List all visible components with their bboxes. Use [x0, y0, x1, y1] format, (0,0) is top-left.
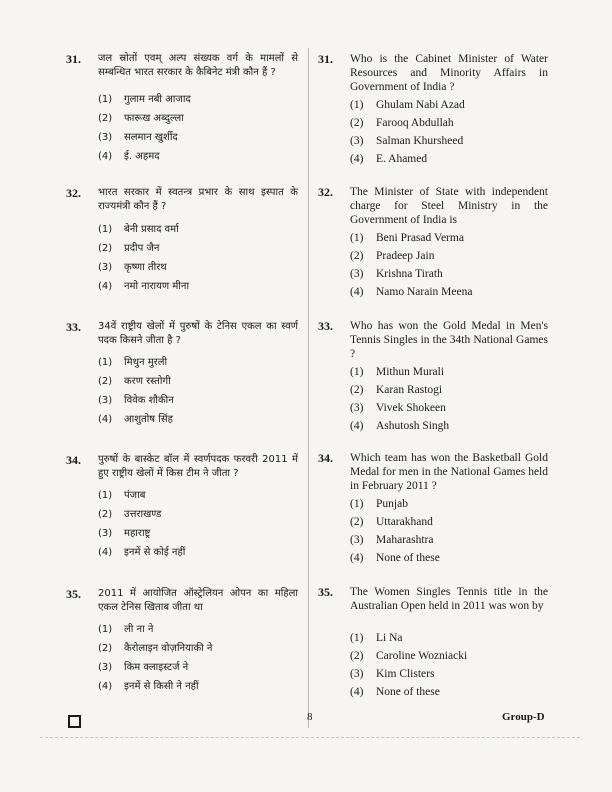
option: (2) Karan Rastogi	[350, 384, 443, 396]
option: (4) नमो नारायण मीना	[98, 281, 190, 292]
option: (1) Punjab	[350, 498, 408, 510]
question-text: The Women Singles Tennis title in the Australian Open held in 2011 was won by	[350, 586, 548, 612]
options-list	[350, 363, 548, 435]
group-label: Group-D	[502, 711, 545, 723]
question-text: Which team has won the Basketball Gold Medal for men in the National Games held in February 2011 ?	[350, 452, 548, 492]
option: (3) किम क्लाइस्टर्ज ने	[98, 662, 189, 673]
option: (1) Beni Prasad Verma	[350, 232, 464, 244]
option: (2) Pradeep Jain	[350, 250, 435, 262]
option: (2) फारूख अब्दुल्ला	[98, 113, 184, 124]
option: (3) विवेक शौकीन	[98, 395, 174, 406]
option: (1) Ghulam Nabi Azad	[350, 99, 465, 111]
option: (4) Namo Narain Meena	[350, 286, 473, 298]
question-number: 33.	[66, 320, 81, 334]
option: (1) बेनी प्रसाद वर्मा	[98, 224, 179, 235]
question-text: जल स्रोतों एवम् अल्प संख्यक वर्ग के मामलों से सम्बन्धित भारत सरकार के कैबिनेट मंत्री कौन हैं ?	[98, 53, 298, 78]
option: (1) गुलाम नबी आजाद	[98, 94, 191, 105]
question-number: 32.	[66, 186, 81, 200]
question-text: 34वें राष्ट्रीय खेलों में पुरुषों के टेनिस एकल का स्वर्ण पदक किसने जीता है ?	[98, 321, 298, 346]
option: (3) सलमान खुर्शीद	[98, 132, 178, 143]
options-list	[98, 353, 298, 429]
options-list	[98, 486, 298, 562]
options-list	[350, 96, 548, 168]
option: (3) Vivek Shokeen	[350, 402, 446, 414]
page-number: 8	[307, 711, 313, 723]
option: (2) प्रदीप जैन	[98, 243, 160, 254]
option: (4) E. Ahamed	[350, 153, 428, 165]
column-divider	[308, 48, 309, 728]
option: (2) Farooq Abdullah	[350, 117, 454, 129]
option: (1) Mithun Murali	[350, 366, 445, 378]
question-number: 33.	[318, 319, 333, 333]
question-number: 31.	[66, 52, 81, 66]
option: (3) Kim Clisters	[350, 668, 435, 680]
option: (4) None of these	[350, 686, 440, 698]
question-number: 35.	[66, 587, 81, 601]
question-number: 34.	[66, 453, 81, 467]
option: (4) इनमें से कोई नहीं	[98, 547, 186, 558]
option: (2) करण रस्तोगी	[98, 376, 171, 387]
option: (1) ली ना ने	[98, 624, 154, 635]
options-list	[98, 90, 298, 166]
question-text: भारत सरकार में स्वतन्त्र प्रभार के साथ इस्पात के राज्यमंत्री कौन हैं ?	[98, 187, 298, 212]
footer-square-icon	[68, 715, 81, 728]
option: (3) Salman Khursheed	[350, 135, 464, 147]
option: (4) Ashutosh Singh	[350, 420, 450, 432]
option: (2) कैरोलाइन वोज़नियाकी ने	[98, 643, 213, 654]
option: (2) Uttarakhand	[350, 516, 433, 528]
option: (1) मिथुन मुरली	[98, 357, 168, 368]
question-number: 32.	[318, 185, 333, 199]
option: (4) आशुतोष सिंह	[98, 414, 173, 425]
option: (3) Maharashtra	[350, 534, 434, 546]
bottom-rule	[40, 737, 580, 738]
question-text: पुरुषों के बास्केट बॉल में स्वर्णपदक फरवरी 2011 में हुए राष्ट्रीय खेलों में किस टीम ने जीता ?	[98, 454, 298, 479]
option: (2) उत्तराखण्ड	[98, 509, 162, 520]
question-text: The Minister of State with independent charge for Steel Ministry in the Government of India is	[350, 186, 548, 226]
question-text: 2011 में आयोजित ऑस्ट्रेलियन ओपन का महिला एकल टेनिस खिताब जीता था	[98, 588, 298, 613]
question-number: 35.	[318, 585, 333, 599]
option: (4) None of these	[350, 552, 440, 564]
question-text: Who is the Cabinet Minister of Water Resources and Minority Affairs in Government of India ?	[350, 53, 548, 93]
options-list	[350, 495, 548, 567]
option: (3) कृष्णा तीरथ	[98, 262, 167, 273]
options-list	[98, 620, 298, 696]
option: (1) Li Na	[350, 632, 403, 644]
option: (3) Krishna Tirath	[350, 268, 443, 280]
option: (1) पंजाब	[98, 490, 146, 501]
question-number: 31.	[318, 52, 333, 66]
options-list	[350, 229, 548, 301]
question-number: 34.	[318, 451, 333, 465]
options-list	[350, 629, 548, 701]
question-text: Who has won the Gold Medal in Men's Tennis Singles in the 34th National Games ?	[350, 320, 548, 360]
options-list	[98, 220, 298, 296]
option: (3) महाराष्ट्र	[98, 528, 151, 539]
option: (4) ई. अहमद	[98, 151, 160, 162]
option: (2) Caroline Wozniacki	[350, 650, 468, 662]
option: (4) इनमें से किसी ने नहीं	[98, 681, 199, 692]
